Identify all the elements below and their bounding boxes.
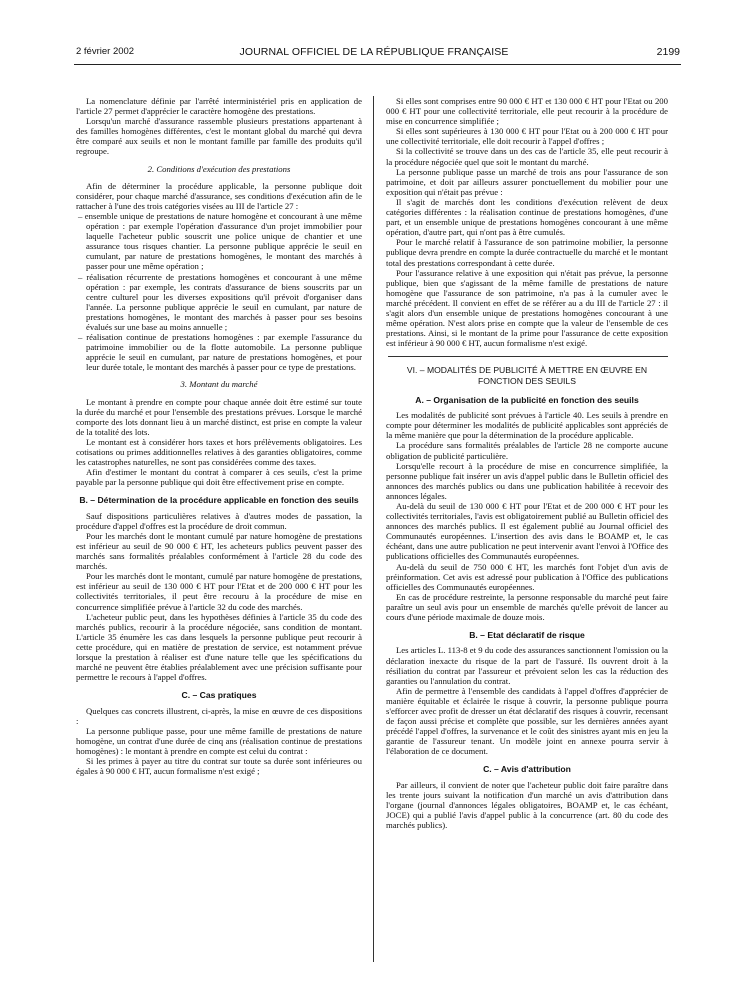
paragraph: Il s'agit de marchés dont les conditions d'exécution relèvent de deux catégories différentes : la réalisation continue de prestations homogènes, d'une part, et un ensemble unique de prestations homogènes concourant à une même opération, d'autre part, qui n'ont pas à être cumulés. xyxy=(386,196,668,238)
list-item: – réalisation continue de prestations homogènes : par exemple l'assurance du patrimoine immobilier ou de la flotte automobile. La personne publique apprécie le seuil en cumulant, par nature de prestations homogènes, et pour leur durée totale, le montant des marchés à passer pour ce type de prestations. xyxy=(78,332,362,373)
column-divider xyxy=(373,96,374,962)
paragraph: Pour l'assurance relative à une exposition qui n'était pas prévue, la personne publique, bien que s'agissant de la même famille de prestations de nature homogène que l'assurance de son patrimoine, n'a pas à la cumuler avec le marché précédent. Il convient en effet de se référer au a du III de l'article 27 : il s'agit alors d'un ensemble unique de prestations homogènes concourant à une même opération. N'est alors prise en compte que la valeur de l'ensemble de ces prestations. Ainsi, si le montant de la prime pour l'assurance de cette exposition est inférieur à 90 000 € HT, aucun formalisme n'est exigé. xyxy=(386,267,668,349)
paragraph: Si elles sont comprises entre 90 000 € HT et 130 000 € HT pour l'Etat ou 200 000 € HT pour une collectivité territoriale, elle peut recourir à la procédure de mise en concurrence simplifiée ; xyxy=(386,96,668,127)
paragraph: Au-delà du seuil de 750 000 € HT, les marchés font l'objet d'un avis de préinformation. Cet avis est adressé pour publication à l'Office des publications officielles des Communautés européennes. xyxy=(386,561,668,592)
paragraph: Afin de permettre à l'ensemble des candidats à l'appel d'offres d'apprécier de manière équitable et éclairée le risque à couvrir, la personne publique pourra s'efforcer avec profit de dresser un état déclaratif des risques à couvrir, recensant de façon aussi précise et complète que possible, sur les dernières années ayant précédé l'appel d'offres, la survenance et le coût des sinistres ayant mis en jeu la garantie de l'assureur tenant. Un modèle joint en annexe pourra servir à l'élaboration de ce document. xyxy=(386,685,668,757)
subheading: 2. Conditions d'exécution des prestations xyxy=(147,163,291,174)
paragraph: Afin de déterminer la procédure applicable, la personne publique doit considérer, pour chaque marché d'assurance, ses conditions d'exécution afin de le rattacher à l'une des trois catégories visées au III de l'article 27 : xyxy=(76,180,362,211)
section-heading: C. – Cas pratiques xyxy=(181,690,257,701)
paragraph: Au-delà du seuil de 130 000 € HT pour l'Etat et de 200 000 € HT pour les collectivités territoriales, l'avis est obligatoirement publié au Bulletin officiel des annonces des marchés publics. Il est également publié au Journal officiel des Communautés européennes. L'insertion des avis dans le BOAMP et, le cas échéant, dans une autre publication ne peut intervenir avant l'envoi à l'Office des publications officielles des Communautés européennes. xyxy=(386,500,668,562)
page-header xyxy=(68,46,680,60)
left-column xyxy=(76,96,362,776)
paragraph: En cas de procédure restreinte, la personne responsable du marché peut faire paraître un seul avis pour un ensemble de marchés qu'elle prévoit de lancer au cours d'une période maximale de douze mois. xyxy=(386,591,668,622)
page-number: 2199 xyxy=(656,46,680,58)
section-heading: C. – Avis d'attribution xyxy=(483,764,571,775)
paragraph: La personne publique passe un marché de trois ans pour l'assurance de son patrimoine, et doit par ailleurs assurer ponctuellement du mobilier pour une exposition qui n'était pas prévue : xyxy=(386,166,668,197)
paragraph: Si les primes à payer au titre du contrat sur toute sa durée sont inférieures ou égales à 90 000 € HT, aucun formalisme n'est exigé ; xyxy=(76,756,362,777)
section-heading: B. – Détermination de la procédure applicable en fonction des seuils xyxy=(79,495,359,506)
paragraph: Lorsqu'un marché d'assurance rassemble plusieurs prestations appartenant à des familles homogènes différentes, c'est le montant global du marché qui devra être comparé aux seuils et non le montant famille par famille des produits qu'il regroupe. xyxy=(76,116,362,157)
right-column xyxy=(386,96,668,830)
paragraph: Les articles L. 113-8 et 9 du code des assurances sanctionnent l'omission ou la déclaration inexacte du risque de la part de l'assuré. Ils ouvrent droit à la résiliation du contrat par l'assureur et prévoient selon les cas la réduction des garanties ou l'annulation du contrat. xyxy=(386,645,668,686)
paragraph: Le montant à prendre en compte pour chaque année doit être estimé sur toute la durée du marché et pour l'ensemble des prestations prévues. Lorsque le marché comporte des lots donnant lieu à un marché distinct, est prise en compte la valeur de la totalité des lots. xyxy=(76,396,362,437)
paragraph: La nomenclature définie par l'arrêté interministériel pris en application de l'article 27 permet d'apprécier le caractère homogène des prestations. xyxy=(76,96,362,117)
section-heading: A. – Organisation de la publicité en fonction des seuils xyxy=(415,394,639,405)
paragraph: Pour le marché relatif à l'assurance de son patrimoine mobilier, la personne publique devra prendre en compte la durée contractuelle du marché et le montant total des prestations correspondant à cette durée. xyxy=(386,237,668,268)
section-heading: B. – Etat déclaratif de risque xyxy=(469,630,585,641)
paragraph: Si elles sont supérieures à 130 000 € HT pour l'Etat ou à 200 000 € HT pour une collectivité territoriale, elle doit recourir à l'appel d'offres ; xyxy=(386,126,668,147)
paragraph: Si la collectivité se trouve dans un des cas de l'article 35, elle peut recourir à la procédure négociée quel que soit le montant du marché. xyxy=(386,146,668,167)
header-title: JOURNAL OFFICIEL DE LA RÉPUBLIQUE FRANÇAISE xyxy=(239,46,509,58)
paragraph: Afin d'estimer le montant du contrat à comparer à ces seuils, c'est la prime payable par la personne publique qui doit être effectivement prise en compte. xyxy=(76,467,362,488)
conditions-list xyxy=(76,211,362,373)
paragraph: Les modalités de publicité sont prévues à l'article 40. Les seuils à prendre en compte pour déterminer les modalités de publicité applicables sont appréciés de la même manière que pour la détermination de la procédure applicable. xyxy=(386,410,668,441)
list-item: – ensemble unique de prestations de nature homogène et concourant à une même opération : par exemple l'opération d'assurance d'un projet immobilier pour laquelle l'acheteur public souscrit une police unique de chantier et une assurance tous risques chantier. La personne publique apprécie le seuil en cumulant, par nature de prestations homogènes, le montant des marchés à passer pour une même opération ; xyxy=(78,210,362,272)
paragraph: La personne publique passe, pour une même famille de prestations de nature homogène, un contrat d'une durée de cinq ans (réalisation continue de prestations homogènes) : le montant à prendre en compte est celui du contrat : xyxy=(76,725,362,756)
paragraph: Sauf dispositions particulières relatives à d'autres modes de passation, la procédure d'appel d'offres est la procédure de droit commun. xyxy=(76,510,362,531)
section-rule xyxy=(388,356,668,357)
paragraph: Pour les marchés dont le montant, cumulé par nature homogène de prestations, est inférieur au seuil de 130 000 € HT pour l'Etat et de 200 000 € HT pour les collectivités territoriales, il peut être recouru à la procédure de mise en concurrence simplifiée prévue à l'article 32 du code des marchés. xyxy=(76,571,362,612)
section-heading: VI. – MODALITÉS DE PUBLICITÉ À METTRE EN ŒUVRE EN FONCTION DES SEUILS xyxy=(406,365,648,387)
paragraph: La procédure sans formalités préalables de l'article 28 ne comporte aucune obligation de publicité particulière. xyxy=(386,440,668,461)
paragraph: Par ailleurs, il convient de noter que l'acheteur public doit faire paraître dans les trente jours suivant la notification d'un marché un avis d'attribution dans l'organe (journal d'annonces légales obligatoires, BOAMP et, le cas échéant, JOCE) qui a publié l'avis d'appel public à la concurrence (art. 80 du code des marchés publics). xyxy=(386,779,668,831)
paragraph: L'acheteur public peut, dans les hypothèses définies à l'article 35 du code des marchés publics, recourir à la procédure négociée, sans condition de montant. L'article 35 énumère les cas dans lesquels la personne publique peut recourir à cette procédure, qui en matière de prestation de service, est notamment prévue lorsque la prestation à réaliser est d'une nature telle que les spécifications du marché ne peuvent être établies préalablement avec une précision suffisante pour permettre le recours à l'appel d'offres. xyxy=(76,611,362,683)
paragraph: Pour les marchés dont le montant cumulé par nature homogène de prestations est inférieur au seuil de 90 000 € HT, les acheteurs publics peuvent passer des marchés sans formalités préalables conformément à l'article 28 du code des marchés. xyxy=(76,530,362,572)
header-rule xyxy=(74,64,681,65)
header-date: 2 février 2002 xyxy=(76,46,135,57)
paragraph: Le montant est à considérer hors taxes et hors prélèvements obligatoires. Les cotisations ou primes additionnelles relatives à des garanties obligatoires, comme les catastrophes naturelles, ne sont pas considérées comme des taxes. xyxy=(76,436,362,468)
subheading: 3. Montant du marché xyxy=(180,379,258,390)
paragraph: Quelques cas concrets illustrent, ci-après, la mise en œuvre de ces dispositions : xyxy=(76,705,362,726)
list-item: – réalisation récurrente de prestations homogènes et concourant à une même opération : par exemple, les contrats d'assurance de biens souscrits par un centre culturel pour les diverses expositions qu'il prévoit d'organiser dans l'année. La personne publique apprécie le seuil en cumulant, par nature de prestations homogènes, le montant des marchés à passer pour ses besoins évalués sur une base au moins annuelle ; xyxy=(78,271,362,332)
paragraph: Lorsqu'elle recourt à la procédure de mise en concurrence simplifiée, la personne publique fait insérer un avis d'appel public dans le Bulletin officiel des annonces des marchés publics ou dans une publication habilitée à recevoir des annonces légales. xyxy=(386,460,668,501)
